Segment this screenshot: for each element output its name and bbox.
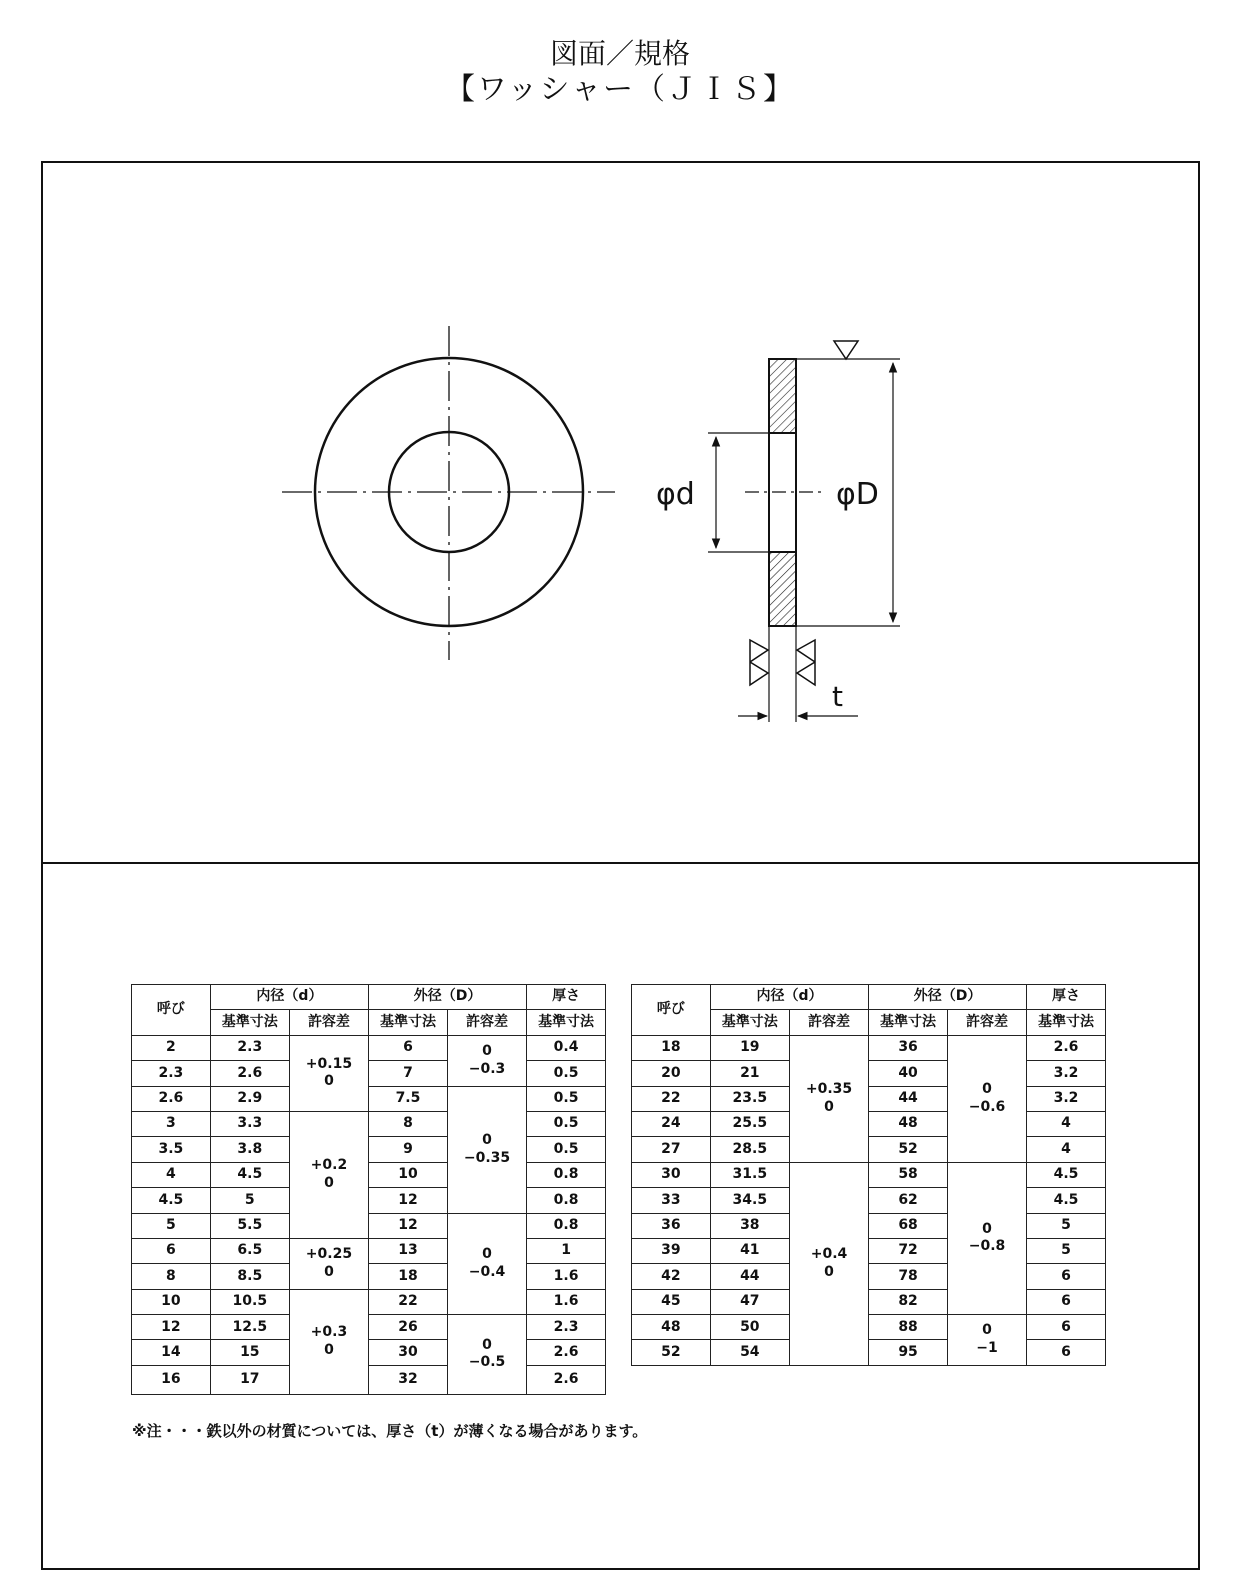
tolerance-cell: 0 −0.6	[947, 1035, 1026, 1162]
washer-spec-table-right	[631, 984, 1106, 1366]
table-row: 2 2.3 +0.15 0 6 0 −0.3 0.4	[132, 1035, 606, 1060]
header-basic: 基準寸法	[1027, 1010, 1106, 1035]
table-row: 20 21 40 3.2	[632, 1061, 1106, 1086]
header-inner: 内径（d）	[710, 985, 868, 1010]
table-row: 45 47 82 6	[632, 1289, 1106, 1314]
header-thickness: 厚さ	[1027, 985, 1106, 1010]
table-row: 39 41 72 5	[632, 1238, 1106, 1263]
table-row: 36 38 68 5	[632, 1213, 1106, 1238]
header-inner: 内径（d）	[210, 985, 368, 1010]
header-outer: 外径（D）	[369, 985, 527, 1010]
table-row: 3 3.3 +0.2 0 8 0.5	[132, 1111, 606, 1136]
tolerance-cell: 0 −1	[947, 1315, 1026, 1366]
tolerance-cell: +0.15 0	[289, 1035, 368, 1111]
table-row: 14 15 30 2.6	[132, 1340, 606, 1365]
table-row: 8 8.5 18 1.6	[132, 1264, 606, 1289]
header-tolerance: 許容差	[947, 1010, 1026, 1035]
header-basic: 基準寸法	[527, 1010, 606, 1035]
table-row: 4 4.5 10 0.8	[132, 1162, 606, 1187]
table-row: 5 5.5 12 0 −0.4 0.8	[132, 1213, 606, 1238]
table-row: 3.5 3.8 9 0.5	[132, 1137, 606, 1162]
table-row: 4.5 5 12 0.8	[132, 1188, 606, 1213]
tolerance-cell: +0.35 0	[789, 1035, 868, 1162]
table-row: 24 25.5 48 4	[632, 1111, 1106, 1136]
table-row: 22 23.5 44 3.2	[632, 1086, 1106, 1111]
table-row: 33 34.5 62 4.5	[632, 1188, 1106, 1213]
table-row: 42 44 78 6	[632, 1264, 1106, 1289]
tolerance-cell: +0.3 0	[289, 1289, 368, 1394]
surface-finish-icon	[834, 341, 858, 359]
table-row: 12 12.5 26 0 −0.5 2.3	[132, 1315, 606, 1340]
tolerance-cell: 0 −0.5	[447, 1315, 526, 1395]
thickness-label: t	[832, 680, 843, 713]
section-lower	[769, 552, 796, 626]
header-nominal: 呼び	[632, 985, 711, 1036]
table-row: 30 31.5 +0.4 0 58 0 −0.8 4.5	[632, 1162, 1106, 1187]
washer-spec-table-left	[131, 984, 606, 1395]
tolerance-cell: +0.2 0	[289, 1111, 368, 1238]
table-row: 16 17 32 2.6	[132, 1365, 606, 1394]
outer-dia-label: φD	[836, 477, 879, 512]
tolerance-cell: +0.4 0	[789, 1162, 868, 1365]
side-view	[708, 341, 900, 722]
machining-mark-icon	[797, 640, 815, 685]
table-row: 18 19 +0.35 0 36 0 −0.6 2.6	[632, 1035, 1106, 1060]
inner-dia-label: φd	[656, 477, 695, 512]
table-row: 52 54 95 6	[632, 1340, 1106, 1365]
header-outer: 外径（D）	[869, 985, 1027, 1010]
header-nominal: 呼び	[132, 985, 211, 1036]
page-title: 図面／規格	[549, 37, 690, 70]
header-basic: 基準寸法	[369, 1010, 448, 1035]
machining-mark-icon	[750, 640, 768, 685]
tolerance-cell: 0 −0.35	[447, 1086, 526, 1213]
table-row: 2.3 2.6 7 0.5	[132, 1061, 606, 1086]
section-upper	[769, 359, 796, 433]
header-basic: 基準寸法	[210, 1010, 289, 1035]
header-thickness: 厚さ	[527, 985, 606, 1010]
page-subtitle: 【ワッシャー（ＪＩＳ】	[445, 72, 795, 107]
table-row: 6 6.5 +0.25 0 13 1	[132, 1238, 606, 1263]
table-row: 10 10.5 +0.3 0 22 1.6	[132, 1289, 606, 1314]
header-tolerance: 許容差	[289, 1010, 368, 1035]
tolerance-cell: 0 −0.8	[947, 1162, 1026, 1314]
front-view	[282, 326, 615, 660]
tolerance-cell: +0.25 0	[289, 1238, 368, 1289]
header-basic: 基準寸法	[710, 1010, 789, 1035]
header-basic: 基準寸法	[869, 1010, 948, 1035]
table-row: 48 50 88 0 −1 6	[632, 1315, 1106, 1340]
header-tolerance: 許容差	[789, 1010, 868, 1035]
tolerance-cell: 0 −0.4	[447, 1213, 526, 1315]
material-note: ※注・・・鉄以外の材質については、厚さ（t）が薄くなる場合があります。	[132, 1422, 648, 1440]
tolerance-cell: 0 −0.3	[447, 1035, 526, 1086]
table-row: 2.6 2.9 7.5 0 −0.35 0.5	[132, 1086, 606, 1111]
table-row: 27 28.5 52 4	[632, 1137, 1106, 1162]
header-tolerance: 許容差	[447, 1010, 526, 1035]
